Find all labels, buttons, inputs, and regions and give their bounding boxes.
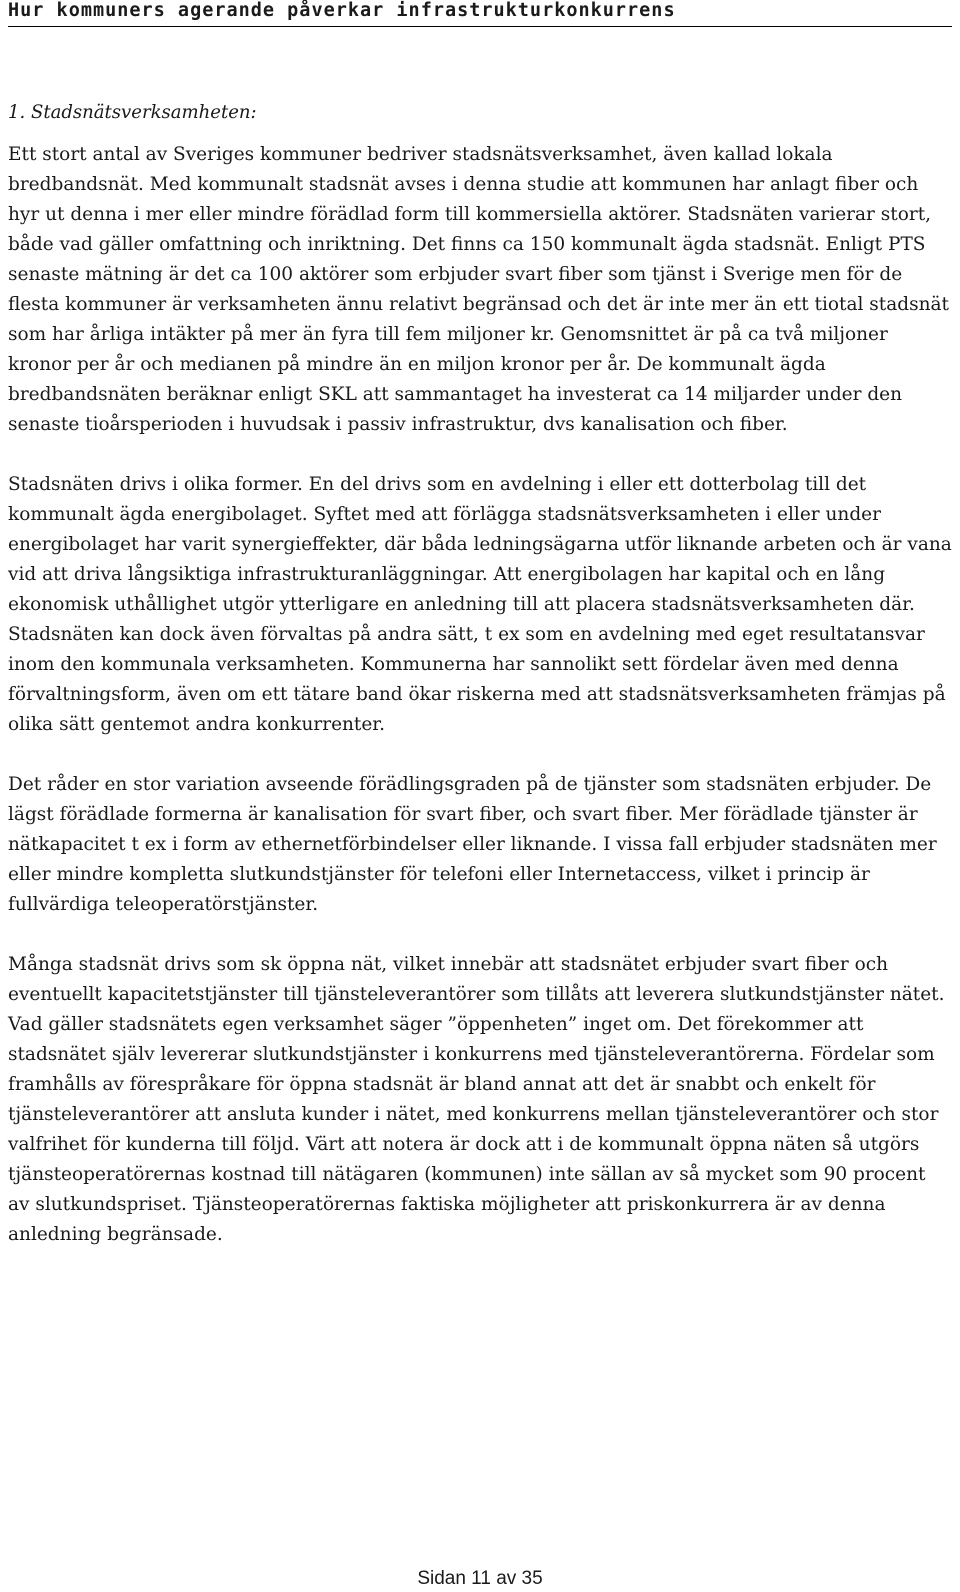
paragraph-3: Det råder en stor variation avseende förädlingsgraden på de tjänster som stadsnäten erbjuder. De lägst förädlade formerna är kanalisation för svart fiber, och svart fiber. Mer förädlade tjänster är nätkapacitet t ex i form av ethernetförbindelser eller liknande. I vissa fall erbjuder stadsnäten mer eller mindre kompletta slutkundstjänster för telefoni eller Internetaccess, vilket i princip är fullvärdiga teleoperatörstjänster. — [8, 774, 937, 915]
page-number: Sidan 11 av 35 — [417, 1568, 543, 1589]
paragraph-2: Stadsnäten drivs i olika former. En del drivs som en avdelning i eller ett dotterbolag till det kommunalt ägda energibolaget. Syftet med att förlägga stadsnätsverksamheten i eller under energibolaget har varit synergieffekter, där båda ledningsägarna utför liknande arbeten och är vana vid att driva långsiktiga infrastrukturanläggningar. Att energibolagen har kapital och en lång ekonomisk uthållighet utgör ytterligare en anledning till att placera stadsnätsverksamheten där. Stadsnäten kan dock även förvaltas på andra sätt, t ex som en avdelning med eget resultatansvar inom den kommunala verksamheten. Kommunerna har sannolikt sett fördelar även med denna förvaltningsform, även om ett tätare band ökar riskerna med att stadsnätsverksamheten främjas på olika sätt gentemot andra konkurrenter. — [8, 474, 952, 735]
header-divider — [8, 26, 952, 27]
paragraph-1: Ett stort antal av Sveriges kommuner bedriver stadsnätsverksamhet, även kallad lokala bredbandsnät. Med kommunalt stadsnät avses i denna studie att kommunen har anlagt fiber och hyr ut denna i mer eller mindre förädlad form till kommersiella aktörer. Stadsnäten varierar stort, både vad gäller omfattning och inriktning. Det finns ca 150 kommunalt ägda stadsnät. Enligt PTS senaste mätning är det ca 100 aktörer som erbjuder svart fiber som tjänst i Sverige men för de flesta kommuner är verksamheten ännu relativt begränsad och det är inte mer än ett tiotal stadsnät som har årliga intäkter på mer än fyra till fem miljoner kr. Genomsnittet är på ca två miljoner kronor per år och medianen på mindre än en miljon kronor per år. De kommunalt ägda bredbandsnäten beräknar enligt SKL att sammantaget ha investerat ca 14 miljarder under den senaste tioårsperioden i huvudsak i passiv infrastruktur, dvs kanalisation och fiber. — [8, 144, 949, 435]
section-heading: 1. Stadsnätsverksamheten: — [8, 101, 257, 123]
document-title: Hur kommuners agerande påverkar infrastrukturkonkurrens — [8, 0, 676, 21]
running-header — [8, 0, 952, 30]
paragraph-4: Många stadsnät drivs som sk öppna nät, vilket innebär att stadsnätet erbjuder svart fiber och eventuellt kapacitetstjänster till tjänsteleverantörer som tillåts att leverera slutkundstjänster nätet. Vad gäller stadsnätets egen verksamhet säger ”öppenheten” inget om. Det förekommer att stadsnätet själv levererar slutkundstjänster i konkurrens med tjänsteleverantörerna. Fördelar som framhålls av förespråkare för öppna stadsnät är bland annat att det är snabbt och enkelt för tjänsteleverantörer att ansluta kunder i nätet, med konkurrens mellan tjänsteleverantörer och stor valfrihet för kunderna till följd. Värt att notera är dock att i de kommunalt öppna näten så utgörs tjänsteoperatörernas kostnad till nätägaren (kommunen) inte sällan av så mycket som 90 procent av slutkundspriset. Tjänsteoperatörernas faktiska möjligheter att priskonkurrera är av denna anledning begränsade. — [8, 954, 945, 1245]
body-text — [8, 140, 952, 1280]
